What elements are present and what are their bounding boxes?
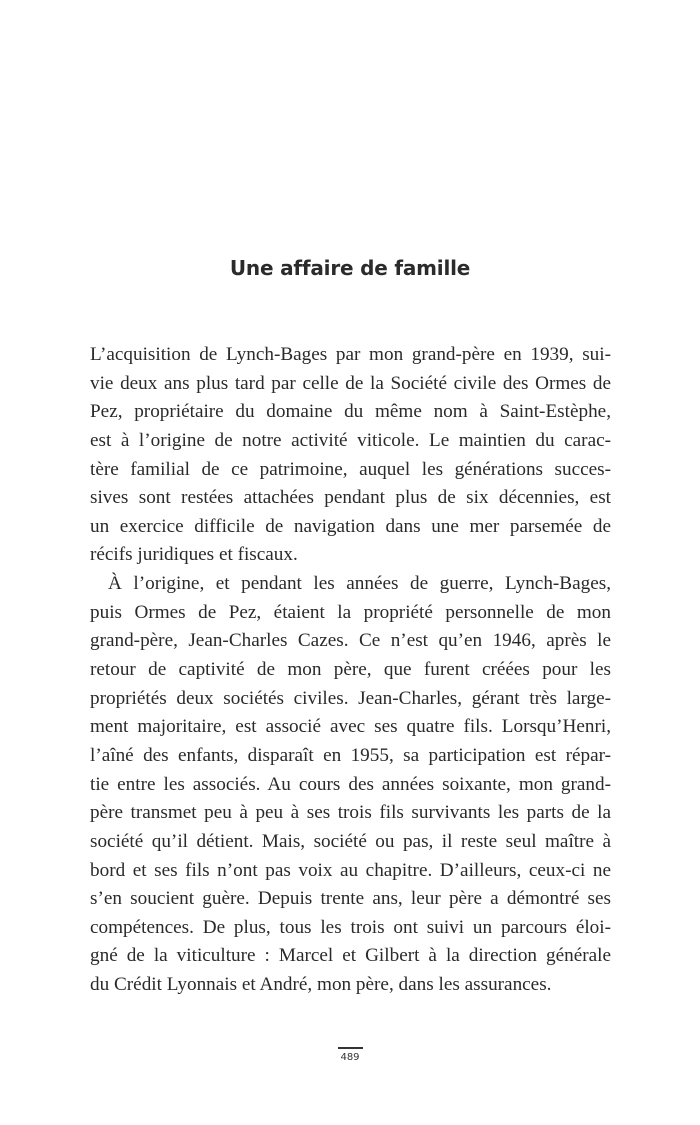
text-line: tie entre les associés. Au cours des années soixante, mon grand-: [90, 773, 611, 795]
text-line: s’en soucient guère. Depuis trente ans, leur père a démontré ses: [90, 888, 611, 910]
text-line: retour de captivité de mon père, que furent créées pour les: [90, 659, 611, 681]
body-text: [90, 341, 611, 1000]
text-line: propriétés deux sociétés civiles. Jean-Charles, gérant très large-: [90, 687, 611, 709]
text-line: est à l’origine de notre activité viticole. Le maintien du carac-: [90, 429, 611, 451]
text-line: gné de la viticulture : Marcel et Gilbert à la direction générale: [90, 945, 611, 967]
paragraph: [90, 341, 611, 570]
text-line: l’aîné des enfants, disparaît en 1955, sa participation est répar-: [90, 744, 611, 766]
text-line: grand-père, Jean-Charles Cazes. Ce n’est qu’en 1946, après le: [90, 630, 611, 652]
text-line: Pez, propriétaire du domaine du même nom à Saint-Estèphe,: [90, 401, 611, 423]
text-line: L’acquisition de Lynch-Bages par mon grand-père en 1939, sui-: [90, 344, 611, 365]
page-number: 489: [340, 1052, 360, 1063]
folio-rule: [338, 1047, 363, 1049]
text-line: vie deux ans plus tard par celle de la Société civile des Ormes de: [90, 372, 611, 394]
text-line: tère familial de ce patrimoine, auquel les générations succes-: [90, 458, 611, 480]
text-line: société qu’il détient. Mais, société ou pas, il reste seul maître à: [90, 830, 611, 852]
text-line: récifs juridiques et fiscaux.: [90, 544, 298, 566]
text-line: du Crédit Lyonnais et André, mon père, dans les assurances.: [90, 974, 552, 996]
text-line: sives sont restées attachées pendant plus de six décennies, est: [90, 487, 611, 509]
text-line: un exercice difficile de navigation dans une mer parsemée de: [90, 515, 611, 537]
text-line: compétences. De plus, tous les trois ont suivi un parcours éloi-: [90, 916, 611, 938]
folio: [0, 1047, 700, 1063]
chapter-title: Une affaire de famille: [229, 256, 471, 280]
text-line: père transmet peu à peu à ses trois fils survivants les parts de la: [90, 802, 611, 824]
text-line: À l’origine, et pendant les années de guerre, Lynch-Bages,: [108, 573, 611, 595]
text-line: bord et ses fils n’ont pas voix au chapitre. D’ailleurs, ceux-ci ne: [90, 859, 611, 881]
text-line: ment majoritaire, est associé avec ses quatre fils. Lorsqu’Henri,: [90, 716, 611, 738]
text-line: puis Ormes de Pez, étaient la propriété personnelle de mon: [90, 601, 611, 623]
paragraph: [90, 570, 611, 1000]
